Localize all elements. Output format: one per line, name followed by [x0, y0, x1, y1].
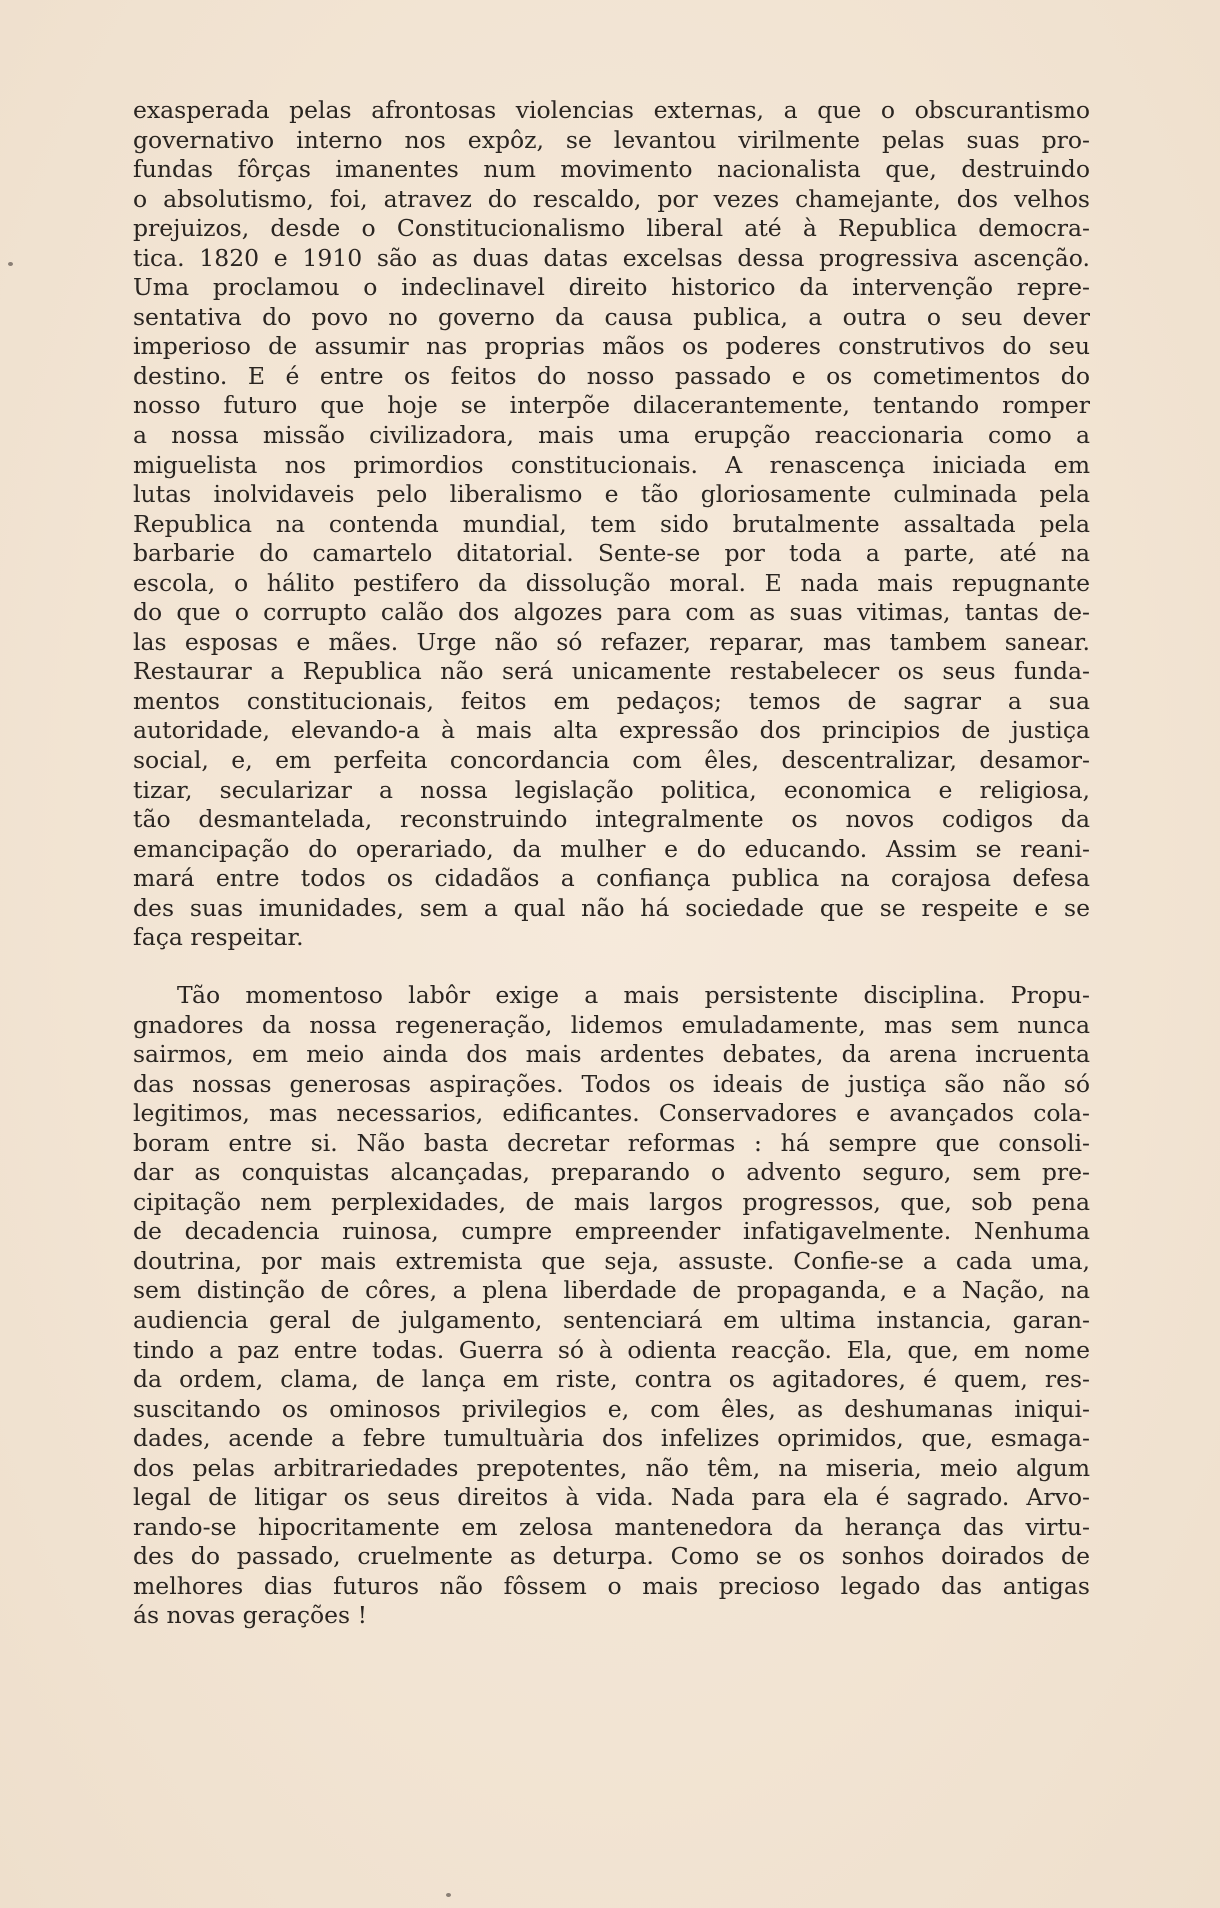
text-line: gnadores da nossa regeneração, lidemos emuladamente, mas sem nunca — [133, 1010, 1090, 1039]
paper-speck — [8, 262, 13, 266]
text-line: suscitando os ominosos privilegios e, com êles, as deshumanas iniqui- — [133, 1394, 1090, 1423]
text-line: ás novas gerações ! — [133, 1601, 368, 1630]
text-line: dos pelas arbitrariedades prepotentes, não têm, na miseria, meio algum — [133, 1453, 1090, 1482]
text-line: autoridade, elevando-a à mais alta expressão dos principios de justiça — [133, 716, 1090, 745]
text-line: tindo a paz entre todas. Guerra só à odienta reacção. Ela, que, em nome — [133, 1335, 1090, 1364]
text-line: dar as conquistas alcançadas, preparando o advento seguro, sem pre- — [133, 1158, 1090, 1187]
paragraph-1 — [133, 96, 1090, 953]
text-line: miguelista nos primordios constitucionais. A renascença iniciada em — [133, 450, 1090, 479]
text-line: mará entre todos os cidadãos a confiança publica na corajosa defesa — [133, 864, 1090, 893]
text-line: tizar, secularizar a nossa legislação politica, economica e religiosa, — [133, 775, 1090, 804]
paper-speck — [446, 1893, 451, 1897]
text-line: Uma proclamou o indeclinavel direito historico da intervenção repre- — [133, 273, 1090, 302]
text-line: legitimos, mas necessarios, edificantes. Conservadores e avançados cola- — [133, 1099, 1090, 1128]
text-line: dades, acende a febre tumultuària dos infelizes oprimidos, que, esmaga- — [133, 1424, 1090, 1453]
text-line: a nossa missão civilizadora, mais uma erupção reaccionaria como a — [133, 421, 1090, 450]
text-line: legal de litigar os seus direitos à vida. Nada para ela é sagrado. Arvo- — [133, 1483, 1090, 1512]
paragraph-2 — [133, 981, 1090, 1631]
text-line: tica. 1820 e 1910 são as duas datas excelsas dessa progressiva ascenção. — [133, 243, 1090, 272]
text-line: tão desmantelada, reconstruindo integralmente os novos codigos da — [133, 805, 1090, 834]
text-line: sentativa do povo no governo da causa publica, a outra o seu dever — [133, 302, 1090, 331]
text-line: exasperada pelas afrontosas violencias externas, a que o obscurantismo — [133, 96, 1090, 124]
text-line: governativo interno nos expôz, se levantou virilmente pelas suas pro- — [133, 125, 1090, 154]
text-line: Republica na contenda mundial, tem sido brutalmente assaltada pela — [133, 509, 1090, 538]
text-line: sairmos, em meio ainda dos mais ardentes debates, da arena incruenta — [133, 1040, 1090, 1069]
text-line: fundas fôrças imanentes num movimento nacionalista que, destruindo — [133, 155, 1090, 184]
text-line: sem distinção de côres, a plena liberdade de propaganda, e a Nação, na — [133, 1276, 1090, 1305]
text-line: des suas imunidades, sem a qual não há sociedade que se respeite e se — [133, 893, 1090, 922]
text-line: doutrina, por mais extremista que seja, assuste. Confie-se a cada uma, — [133, 1246, 1090, 1275]
text-line: o absolutismo, foi, atravez do rescaldo, por vezes chamejante, dos velhos — [133, 184, 1090, 213]
text-line: escola, o hálito pestifero da dissolução moral. E nada mais repugnante — [133, 568, 1090, 597]
text-line: faça respeitar. — [133, 923, 304, 952]
text-line: social, e, em perfeita concordancia com êles, descentralizar, desamor- — [133, 746, 1090, 775]
text-line: emancipação do operariado, da mulher e do educando. Assim se reani- — [133, 834, 1090, 863]
text-line: de decadencia ruinosa, cumpre empreender infatigavelmente. Nenhuma — [133, 1217, 1090, 1246]
text-line: boram entre si. Não basta decretar reformas : há sempre que consoli- — [133, 1128, 1090, 1157]
text-line: melhores dias futuros não fôssem o mais precioso legado das antigas — [133, 1571, 1090, 1600]
text-line: prejuizos, desde o Constitucionalismo liberal até à Republica democra- — [133, 214, 1090, 243]
text-line: des do passado, cruelmente as deturpa. Como se os sonhos doirados de — [133, 1542, 1090, 1571]
text-line: da ordem, clama, de lança em riste, contra os agitadores, é quem, res- — [133, 1365, 1090, 1394]
text-line: Restaurar a Republica não será unicamente restabelecer os seus funda- — [133, 657, 1090, 686]
text-line: do que o corrupto calão dos algozes para com as suas vitimas, tantas de- — [133, 598, 1090, 627]
text-line: nosso futuro que hoje se interpõe dilacerantemente, tentando romper — [133, 391, 1090, 420]
text-line: Tão momentoso labôr exige a mais persistente disciplina. Propu- — [177, 981, 1090, 1009]
text-line: audiencia geral de julgamento, sentenciará em ultima instancia, garan- — [133, 1306, 1090, 1335]
text-line: las esposas e mães. Urge não só refazer, reparar, mas tambem sanear. — [133, 627, 1090, 656]
text-line: barbarie do camartelo ditatorial. Sente-se por toda a parte, até na — [133, 539, 1090, 568]
text-line: destino. E é entre os feitos do nosso passado e os cometimentos do — [133, 361, 1090, 390]
text-line: mentos constitucionais, feitos em pedaços; temos de sagrar a sua — [133, 686, 1090, 715]
text-line: rando-se hipocritamente em zelosa mantenedora da herança das virtu- — [133, 1512, 1090, 1541]
text-line: imperioso de assumir nas proprias mãos os poderes construtivos do seu — [133, 332, 1090, 361]
text-line: lutas inolvidaveis pelo liberalismo e tão gloriosamente culminada pela — [133, 480, 1090, 509]
text-line: cipitação nem perplexidades, de mais largos progressos, que, sob pena — [133, 1187, 1090, 1216]
text-line: das nossas generosas aspirações. Todos os ideais de justiça são não só — [133, 1069, 1090, 1098]
